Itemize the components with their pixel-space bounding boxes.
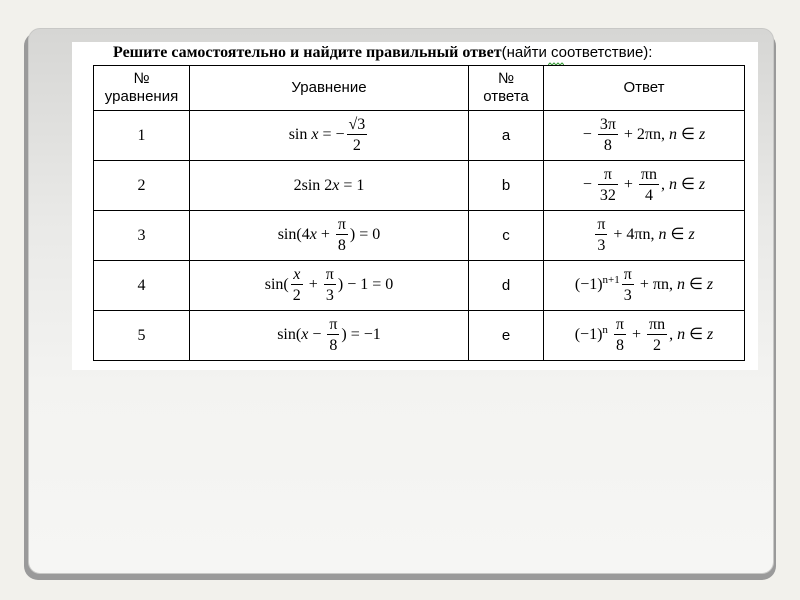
task-title (113, 44, 753, 64)
equation-3: sin(4x + $\frac{\pi}{8}$ ) = 0 (190, 211, 469, 261)
numero-sign: № (133, 70, 150, 87)
table-row (94, 261, 745, 311)
answer-letter: a (469, 111, 544, 161)
answer-b: − $\frac{\pi}{32}$ + $\frac{\pi n}{4}$ , n ∈ z (544, 161, 745, 211)
answer-c: $\frac{\pi}{3}$ + 4πn, n ∈ z (544, 211, 745, 261)
table-row (94, 111, 745, 161)
task-title-normal: (найти соответствие): (501, 44, 653, 61)
header-answer-number (469, 66, 544, 111)
header-equation-number (94, 66, 190, 111)
table-row (94, 211, 745, 261)
matching-table (93, 65, 745, 361)
equation-2: 2sin 2x = 1 (190, 161, 469, 211)
answer-a: − $\frac{3\pi}{8}$ + 2πn, n ∈ z (544, 111, 745, 161)
equation-number: 2 (94, 161, 190, 211)
answer-letter: e (469, 311, 544, 361)
numero-sign: № (497, 70, 515, 87)
table-row (94, 311, 745, 361)
equation-number: 1 (94, 111, 190, 161)
equation-number: 5 (94, 311, 190, 361)
answer-letter: c (469, 211, 544, 261)
answer-e: $(-1)^n$ $\frac{\pi}{8}$ + $\frac{\pi n}{2}$ , n ∈ z (544, 311, 745, 361)
answer-d: $(-1)^{n+1}$ $\frac{\pi}{3}$ + πn, n ∈ z (544, 261, 745, 311)
equation-1: sin x = − $\frac{√3}{2}$ (190, 111, 469, 161)
table-row (94, 161, 745, 211)
equation-number: 3 (94, 211, 190, 261)
equation-4: sin( $\frac{x}{2}$ + $\frac{\pi}{3}$ ) − 1 = 0 (190, 261, 469, 311)
table-header-row (94, 66, 745, 111)
answer-letter: d (469, 261, 544, 311)
header-equation: Уравнение (190, 66, 469, 111)
equation-number: 4 (94, 261, 190, 311)
answer-letter: b (469, 161, 544, 211)
header-eq-label: уравнения (104, 88, 179, 105)
task-title-bold: Решите самостоятельно и найдите правильный ответ (113, 44, 502, 61)
header-answer: Ответ (544, 66, 745, 111)
equation-5: sin(x − $\frac{\pi}{8}$ ) = −1 (190, 311, 469, 361)
header-ans-label: ответа (483, 88, 529, 105)
